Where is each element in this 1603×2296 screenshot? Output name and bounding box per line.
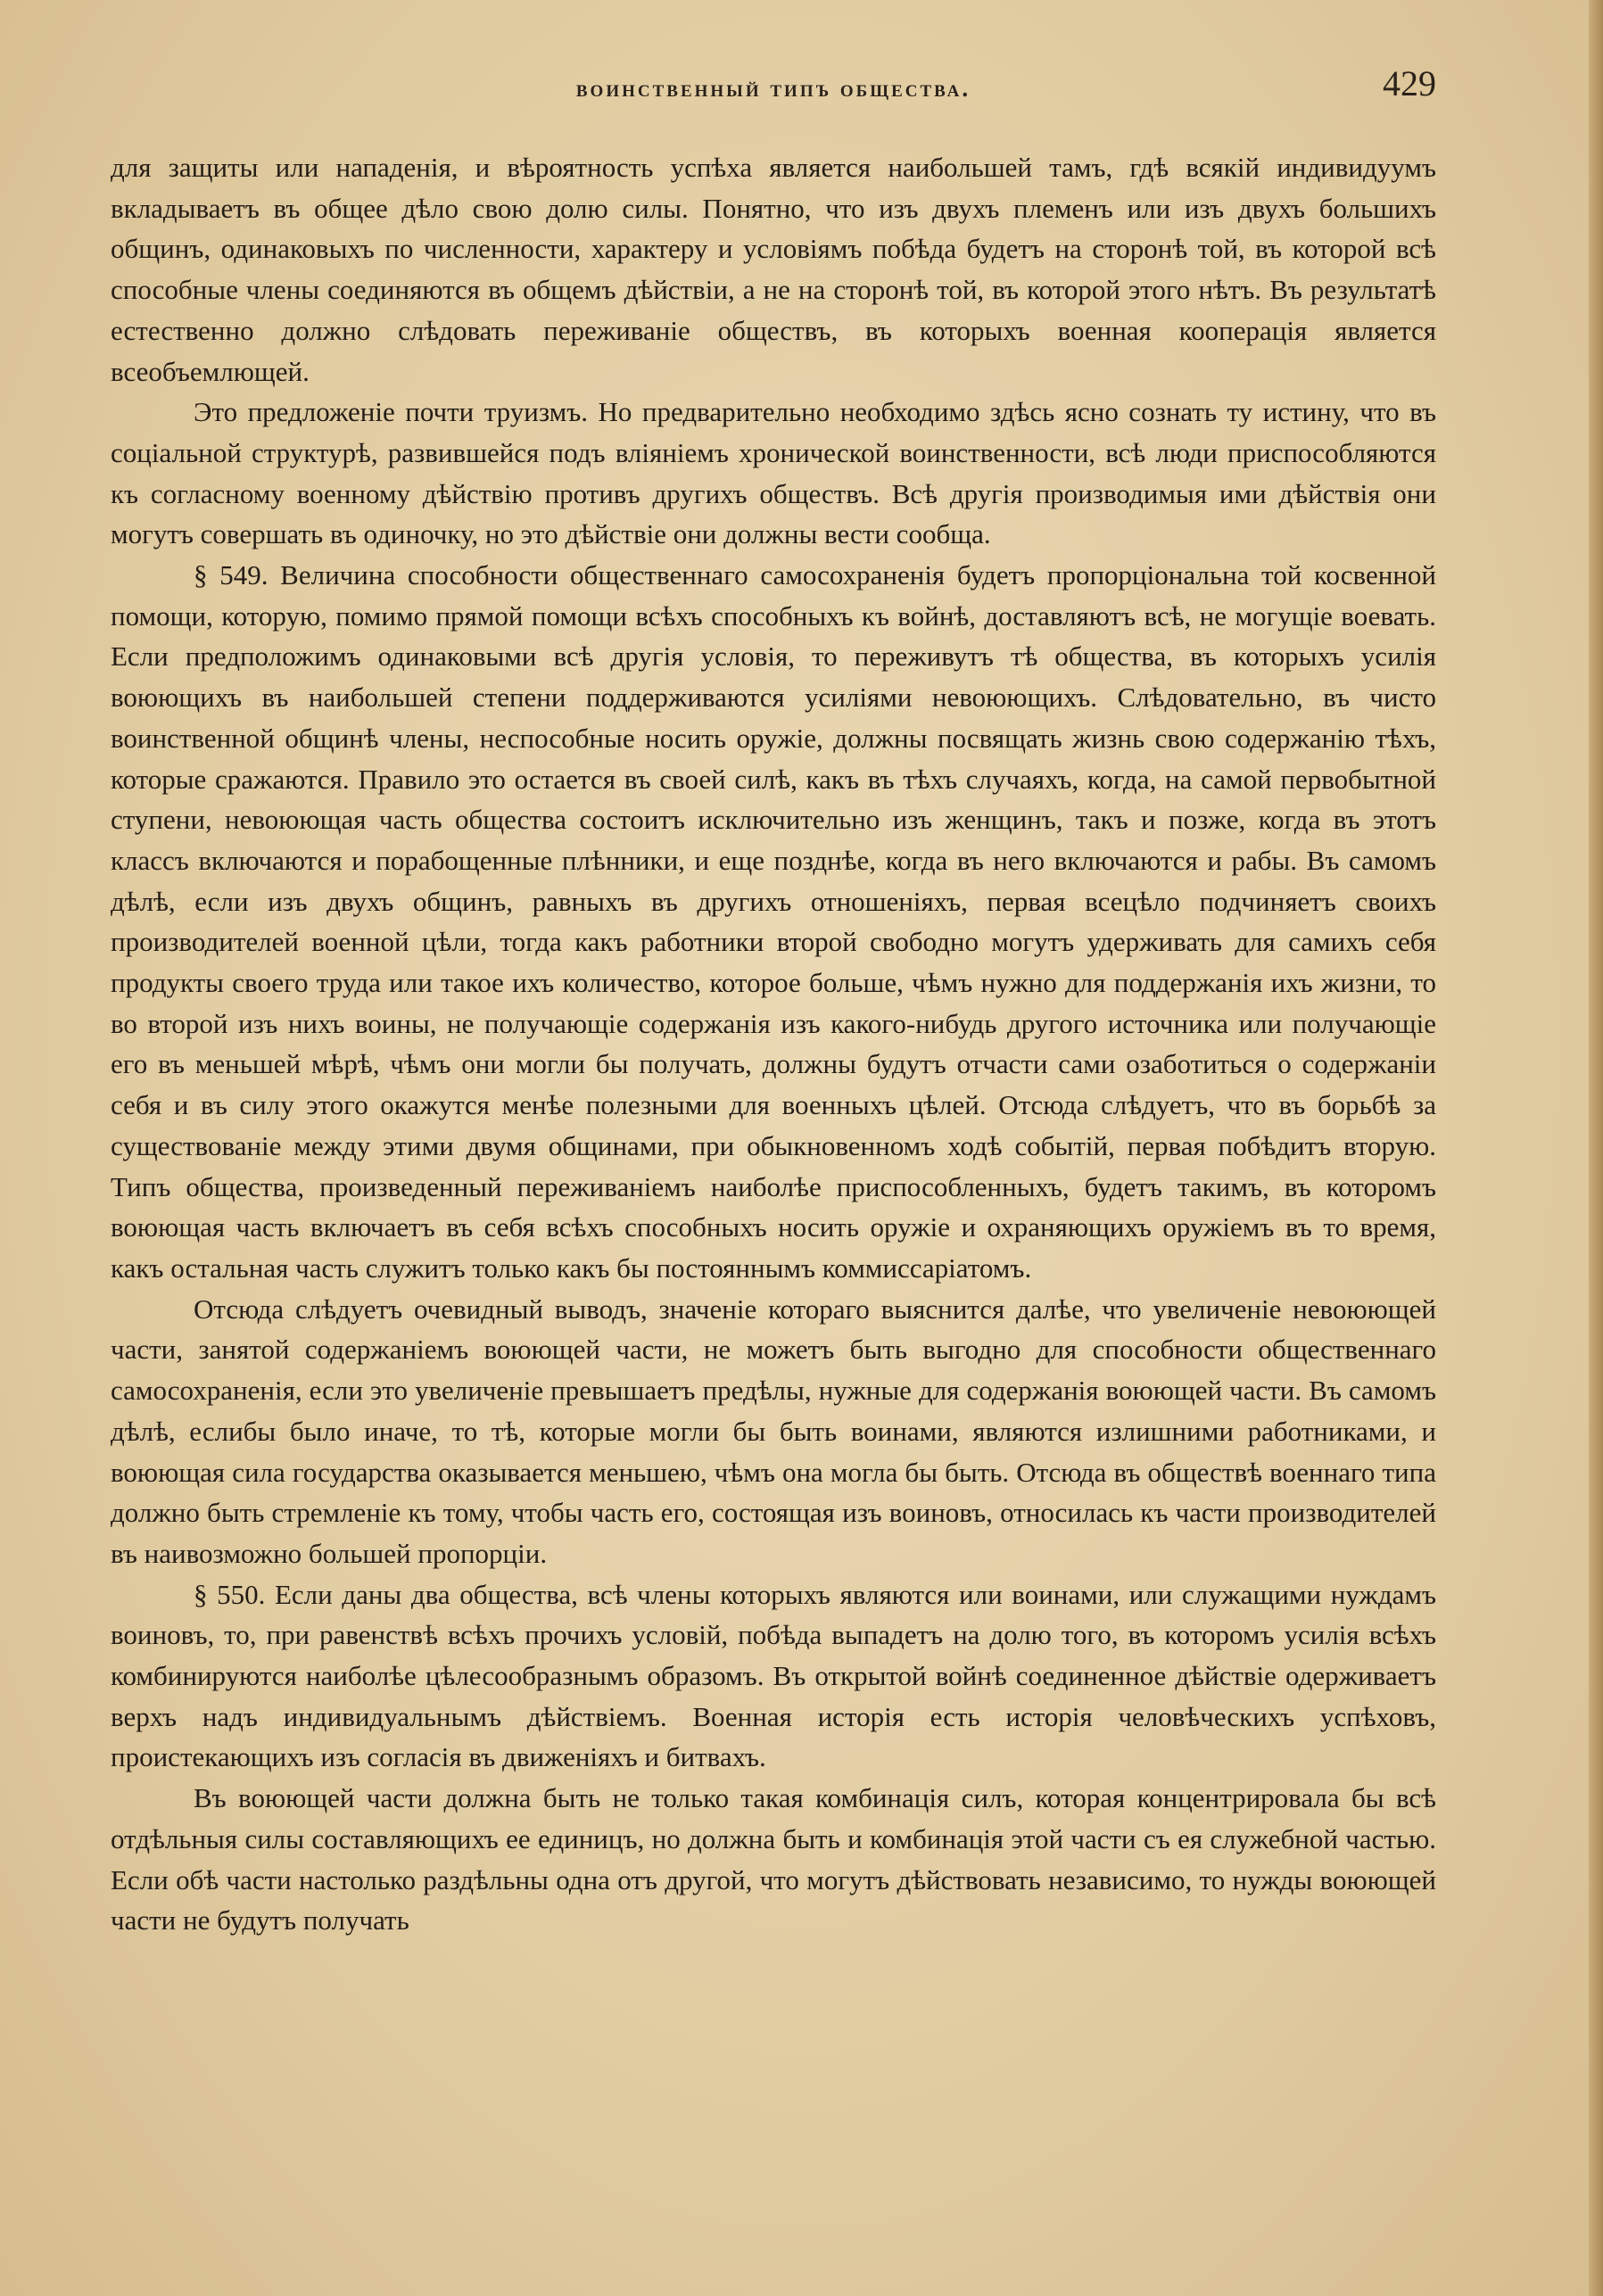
paragraph-4: Отсюда слѣдуетъ очевидный выводъ, значеніе котораго выяснится далѣе, что увеличеніе невоюющей части, занятой содержаніемъ воюющей части, не можетъ быть выгодно для способности общественнаго самосохраненія, если это увеличеніе превышаетъ предѣлы, нужные для содержанія воюющей части. Въ самомъ дѣлѣ, еслибы было иначе, то тѣ, которые могли бы быть воинами, являются излишними работниками, и воюющая сила государства оказывается меньшею, чѣмъ она могла бы быть. Отсюда въ обществѣ военнаго типа должно быть стремленіе къ тому, чтобы часть его, состоящая изъ воиновъ, относилась къ части производителей въ наивозможно большей пропорціи. [111,1293,1436,1569]
running-head: воинственный типъ общества. [575,75,971,102]
page-edge [1589,0,1603,2296]
paragraph-6: Въ воюющей части должна быть не только такая комбинація силъ, которая концентрировала бы всѣ отдѣльныя силы составляющихъ ее единицъ, но должна быть и комбинація этой части съ ея служебной частью. Если обѣ части настолько раздѣльны одна отъ другой, что могутъ дѣйствовать независимо, то нужды воюющей части не будутъ получать [111,1782,1436,1937]
body-text [111,147,1436,1941]
paragraph-section-550: § 550. Если даны два общества, всѣ члены которыхъ являются или воинами, или служащими нуждамъ воиновъ, то, при равенствѣ всѣхъ прочихъ условій, побѣда выпадетъ на долю того, въ которомъ усилія всѣхъ комбинируются наиболѣе цѣлесообразнымъ образомъ. Въ открытой войнѣ соединенное дѣйствіе одерживаетъ верхъ надъ индивидуальнымъ дѣйствіемъ. Военная исторія есть исторія человѣческихъ успѣховъ, проистекающихъ изъ согласія въ движеніяхъ и битвахъ. [111,1578,1436,1773]
paragraph-1: для защиты или нападенія, и вѣроятность успѣха является наибольшей тамъ, гдѣ всякій индивидуумъ вкладываетъ въ общее дѣло свою долю силы. Понятно, что изъ двухъ племенъ или изъ двухъ большихъ общинъ, одинаковыхъ по численности, характеру и условіямъ побѣда будетъ на сторонѣ той, въ которой всѣ способные члены соединяются въ общемъ дѣйствіи, а не на сторонѣ той, въ которой этого нѣтъ. Въ результатѣ естественно должно слѣдовать переживаніе обществъ, въ которыхъ военная кооперація является всеобъемлющей. [111,152,1436,387]
page-number: 429 [1383,63,1436,103]
paragraph-section-549: § 549. Величина способности общественнаго самосохраненія будетъ пропорціональна той косвенной помощи, которую, помимо прямой помощи всѣхъ способныхъ къ войнѣ, доставляютъ всѣ, не могущіе воевать. Если предположимъ одинаковыми всѣ другія условія, то переживутъ тѣ общества, въ которыхъ усилія воюющихъ въ наибольшей степени поддерживаются усиліями невоюющихъ. Слѣдовательно, въ чисто воинственной общинѣ члены, неспособные носить оружіе, должны посвящать жизнь свою содержанію тѣхъ, которые сражаются. Правило это остается въ своей силѣ, какъ въ тѣхъ случаяхъ, когда, на самой первобытной ступени, невоюющая часть общества состоитъ исключительно изъ женщинъ, такъ и позже, когда въ этотъ классъ включаются и порабощенные плѣнники, и еще позднѣе, когда въ него включаются и рабы. Въ самомъ дѣлѣ, если изъ двухъ общинъ, равныхъ въ другихъ отношеніяхъ, первая всецѣло подчиняетъ своихъ производителей военной цѣли, тогда какъ работники второй свободно могутъ удерживать для самихъ себя продукты своего труда или такое ихъ количество, которое больше, чѣмъ нужно для поддержанія ихъ жизни, то во второй изъ нихъ воины, не получающіе содержанія изъ какого-нибудь другого источника или получающіе его въ меньшей мѣрѣ, чѣмъ они могли бы получать, должны будутъ отчасти сами озаботиться о содержаніи себя и въ силу этого окажутся менѣе полезными для военныхъ цѣлей. Отсюда слѣдуетъ, что въ борьбѣ за существованіе между этими двумя общинами, при обыкновенномъ ходѣ событій, первая побѣдитъ вторую. Типъ общества, произведенный переживаніемъ наиболѣе приспособленныхъ, будетъ такимъ, въ которомъ воюющая часть включаетъ въ себя всѣхъ способныхъ носить оружіе и охраняющихъ оружіемъ въ то время, какъ остальная часть служитъ только какъ бы постояннымъ коммиссаріатомъ. [111,559,1436,1284]
page-header [111,62,1436,125]
paragraph-2: Это предложеніе почти труизмъ. Но предварительно необходимо здѣсь ясно сознать ту истину, что въ соціальной структурѣ, развившейся подъ вліяніемъ хронической воинственности, всѣ люди приспособляются къ согласному военному дѣйствію противъ другихъ обществъ. Всѣ другія производимыя ими дѣйствія они могутъ совершать въ одиночку, но это дѣйствіе они должны вести сообща. [111,396,1436,550]
